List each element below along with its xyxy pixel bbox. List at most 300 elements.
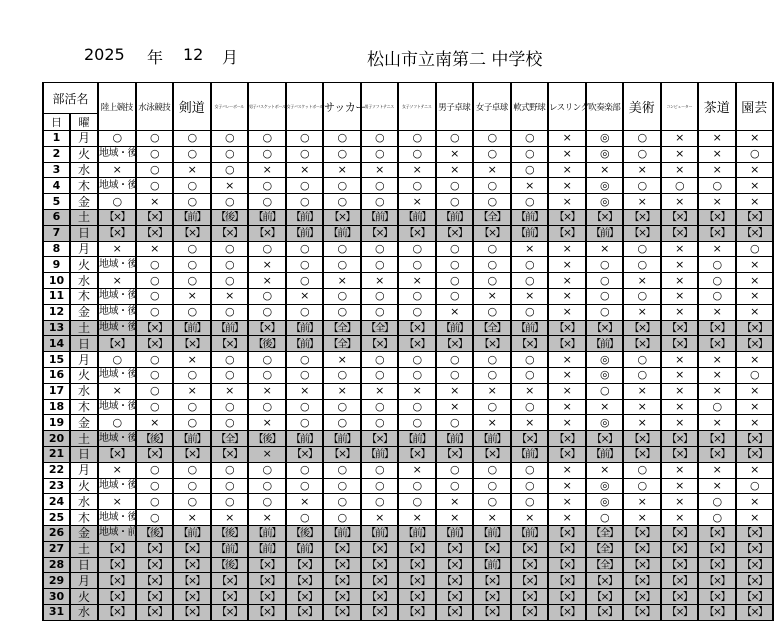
activity-cell: 【前】 [248,541,286,557]
activity-cell: 【×】 [661,525,699,541]
activity-cell: ○ [361,399,399,415]
date-cell: 24 [43,494,70,510]
activity-cell: 【全】 [586,557,624,573]
schedule-row [43,525,773,541]
activity-cell: 【×】 [586,589,624,605]
activity-cell: × [548,367,586,383]
activity-cell: ○ [436,241,474,257]
activity-cell: 【×】 [436,225,474,241]
activity-cell: ○ [98,194,136,210]
day-of-week-cell: 日 [70,557,98,573]
activity-cell: × [436,304,474,320]
activity-cell: 【×】 [98,446,136,462]
activity-cell: ○ [473,462,511,478]
activity-cell: × [661,383,699,399]
activity-cell: ○ [323,178,361,194]
activity-cell: 【×】 [98,225,136,241]
activity-cell: ○ [323,304,361,320]
month: 12 [183,45,204,64]
activity-cell: ○ [361,131,399,147]
activity-cell: ○ [286,241,324,257]
activity-cell: ○ [436,194,474,210]
activity-cell: 【×】 [473,573,511,589]
activity-cell: × [623,399,661,415]
activity-cell: 【×】 [98,336,136,352]
activity-cell: ○ [473,352,511,368]
activity-cell: × [511,241,549,257]
activity-cell: × [548,478,586,494]
activity-cell: ○ [586,273,624,289]
activity-cell: ○ [248,241,286,257]
activity-cell: 【前】 [286,320,324,336]
activity-cell: 【前】 [211,320,249,336]
activity-cell: ○ [586,288,624,304]
activity-cell: ○ [286,367,324,383]
activity-cell: 【×】 [661,557,699,573]
activity-cell: ○ [248,478,286,494]
schedule-row [43,383,773,399]
activity-cell: 【×】 [136,225,174,241]
activity-cell: 【×】 [136,589,174,605]
activity-cell: ○ [323,288,361,304]
activity-cell: ○ [473,494,511,510]
activity-cell: ○ [173,257,211,273]
activity-cell: × [661,462,699,478]
activity-cell: 【×】 [473,604,511,620]
activity-cell: 【×】 [623,541,661,557]
activity-cell: 【×】 [473,225,511,241]
activity-cell: 【前】 [286,431,324,447]
activity-cell: × [511,288,549,304]
schedule-row [43,589,773,605]
activity-cell: 【前】 [173,431,211,447]
activity-cell: 【前】 [586,446,624,462]
activity-cell: × [248,273,286,289]
activity-cell: ○ [323,194,361,210]
day-of-week-cell: 水 [70,604,98,620]
activity-cell: 【×】 [361,604,399,620]
activity-cell: ○ [436,273,474,289]
activity-cell: × [736,304,774,320]
activity-cell: 【前】 [361,525,399,541]
activity-cell: ○ [361,146,399,162]
activity-cell: × [286,383,324,399]
activity-cell: × [736,194,774,210]
activity-cell: 【×】 [548,604,586,620]
date-cell: 6 [43,209,70,225]
activity-cell: ○ [398,178,436,194]
activity-cell: 【×】 [661,431,699,447]
activity-cell: ○ [211,367,249,383]
date-cell: 26 [43,525,70,541]
activity-cell: 【×】 [323,209,361,225]
activity-cell: 【×】 [286,604,324,620]
activity-cell: 【×】 [436,336,474,352]
schedule-row [43,131,773,147]
activity-cell: × [548,194,586,210]
schedule-row [43,146,773,162]
activity-cell: ○ [736,241,774,257]
activity-cell: ○ [211,194,249,210]
date-cell: 14 [43,336,70,352]
activity-cell: 【×】 [323,573,361,589]
activity-cell: 【前】 [286,209,324,225]
activity-cell: ○ [173,273,211,289]
activity-cell: 【×】 [623,557,661,573]
activity-cell: ○ [736,478,774,494]
activity-cell: 【前】 [473,525,511,541]
activity-cell: 【×】 [173,446,211,462]
schedule-row [43,209,773,225]
activity-cell: × [398,383,436,399]
activity-cell: 【×】 [736,573,774,589]
activity-cell: 【×】 [398,446,436,462]
activity-cell: × [361,162,399,178]
activity-cell: 【×】 [623,320,661,336]
activity-cell: ○ [473,178,511,194]
activity-cell: × [661,415,699,431]
date-cell: 17 [43,383,70,399]
activity-cell: 【×】 [436,589,474,605]
activity-cell: 【×】 [511,557,549,573]
activity-cell: 【前】 [286,336,324,352]
activity-cell: × [173,162,211,178]
activity-cell: × [661,478,699,494]
activity-cell: ○ [211,131,249,147]
club-header: 美術 [623,83,661,131]
activity-cell: 【×】 [698,541,736,557]
schedule-row [43,478,773,494]
club-header: レスリング [548,83,586,131]
activity-cell: ○ [248,304,286,320]
activity-cell: 【前】 [473,557,511,573]
activity-cell: ○ [286,194,324,210]
day-of-week-cell: 月 [70,131,98,147]
activity-cell: × [98,162,136,178]
activity-cell: ○ [286,352,324,368]
activity-cell: × [436,146,474,162]
activity-cell: ○ [248,367,286,383]
activity-cell: 【前】 [398,431,436,447]
activity-cell: ○ [136,478,174,494]
activity-cell: ○ [661,178,699,194]
activity-cell: × [173,352,211,368]
activity-cell: 【×】 [698,209,736,225]
activity-cell: ○ [698,257,736,273]
schedule-row [43,352,773,368]
activity-cell: ○ [136,352,174,368]
activity-cell: × [98,273,136,289]
activity-cell: × [361,273,399,289]
activity-cell: ○ [398,494,436,510]
activity-cell: 【前】 [323,431,361,447]
activity-cell: ○ [248,288,286,304]
activity-cell: ○ [436,415,474,431]
activity-cell: 【×】 [623,431,661,447]
date-cell: 19 [43,415,70,431]
activity-cell: 【×】 [736,320,774,336]
activity-cell: ○ [211,399,249,415]
day-of-week-cell: 木 [70,178,98,194]
activity-cell: 【×】 [586,209,624,225]
day-of-week-cell: 水 [70,273,98,289]
activity-cell: × [473,383,511,399]
day-of-week-cell: 月 [70,573,98,589]
schedule-row [43,225,773,241]
activity-cell: 【×】 [136,557,174,573]
schedule-row [43,162,773,178]
date-cell: 9 [43,257,70,273]
activity-cell: × [136,415,174,431]
activity-cell: ○ [511,273,549,289]
date-cell: 16 [43,367,70,383]
activity-cell: × [698,352,736,368]
activity-cell: ○ [248,194,286,210]
activity-cell: × [473,510,511,526]
activity-cell: ◎ [586,494,624,510]
day-of-week-cell: 日 [70,336,98,352]
activity-cell: ○ [511,352,549,368]
activity-cell: × [248,383,286,399]
activity-cell: ○ [323,415,361,431]
date-cell: 31 [43,604,70,620]
activity-cell: ○ [361,257,399,273]
activity-cell: ○ [698,510,736,526]
activity-cell: × [698,383,736,399]
activity-cell: 【×】 [698,320,736,336]
activity-cell: 【×】 [548,320,586,336]
activity-cell: 【×】 [361,431,399,447]
club-header: 園芸 [736,83,774,131]
activity-cell: 【×】 [173,589,211,605]
activity-cell: × [98,494,136,510]
club-header: 陸上競技 [98,83,136,131]
activity-cell: 【前】 [323,525,361,541]
activity-cell: 【×】 [361,541,399,557]
activity-cell: × [661,352,699,368]
schedule-row [43,462,773,478]
club-header: 女子バレーボール [211,83,249,131]
activity-cell: 【×】 [623,573,661,589]
activity-cell: 【後】 [211,209,249,225]
activity-cell: 【前】 [511,320,549,336]
schedule-row [43,431,773,447]
activity-cell: 【×】 [736,446,774,462]
activity-cell: 【×】 [698,431,736,447]
activity-cell: ○ [623,146,661,162]
activity-cell: × [511,383,549,399]
activity-cell: ○ [398,241,436,257]
schedule-row [43,257,773,273]
activity-cell: 【×】 [736,336,774,352]
activity-cell: × [736,383,774,399]
activity-cell: 【全】 [473,209,511,225]
activity-cell: 【×】 [548,573,586,589]
activity-cell: ○ [361,367,399,383]
club-header: サッカー [323,83,361,131]
activity-cell: ○ [136,510,174,526]
activity-cell: 地域・後 [98,478,136,494]
day-of-week-cell: 火 [70,478,98,494]
activity-cell: 【×】 [248,557,286,573]
activity-cell: ○ [398,257,436,273]
activity-cell: 【×】 [698,573,736,589]
schedule-row [43,494,773,510]
activity-cell: 【×】 [136,604,174,620]
activity-cell: 【×】 [323,557,361,573]
activity-cell: ○ [173,131,211,147]
activity-cell: ○ [511,462,549,478]
year: 2025 [84,45,125,64]
activity-cell: ○ [361,478,399,494]
activity-cell: 【×】 [361,557,399,573]
club-schedule-table [42,82,774,621]
date-cell: 1 [43,131,70,147]
activity-cell: 【前】 [473,431,511,447]
activity-cell: 【×】 [398,320,436,336]
activity-cell: 地域・後 [98,146,136,162]
activity-cell: 【×】 [248,589,286,605]
activity-cell: ○ [511,257,549,273]
activity-cell: 地域・後 [98,510,136,526]
activity-cell: 【後】 [136,431,174,447]
activity-cell: × [548,146,586,162]
date-cell: 28 [43,557,70,573]
activity-cell: ○ [698,273,736,289]
activity-cell: ○ [173,178,211,194]
activity-cell: × [548,383,586,399]
activity-cell: 【後】 [248,336,286,352]
activity-cell: ○ [473,241,511,257]
schedule-row [43,367,773,383]
activity-cell: 【×】 [473,541,511,557]
activity-cell: ○ [173,478,211,494]
activity-cell: × [398,510,436,526]
activity-cell: ○ [173,462,211,478]
activity-cell: ○ [473,257,511,273]
activity-cell: 【×】 [398,225,436,241]
activity-cell: 【×】 [436,557,474,573]
activity-cell: ○ [473,146,511,162]
activity-cell: ◎ [586,146,624,162]
activity-cell: ○ [173,415,211,431]
activity-cell: ○ [511,478,549,494]
activity-cell: ○ [473,304,511,320]
activity-cell: ○ [173,304,211,320]
activity-cell: 【×】 [248,604,286,620]
club-header: 男子ソフトテニス [361,83,399,131]
club-header: 吹奏楽部 [586,83,624,131]
activity-cell: × [361,383,399,399]
activity-cell: 【×】 [398,589,436,605]
activity-cell: 【後】 [136,525,174,541]
day-of-week-cell: 水 [70,162,98,178]
activity-cell: 【前】 [398,209,436,225]
activity-cell: ○ [286,304,324,320]
activity-cell: ○ [736,367,774,383]
activity-cell: ○ [286,478,324,494]
activity-cell: × [698,462,736,478]
activity-cell: × [248,257,286,273]
activity-cell: 【×】 [586,604,624,620]
activity-cell: × [548,399,586,415]
activity-cell: ○ [361,415,399,431]
activity-cell: × [586,462,624,478]
activity-cell: × [473,162,511,178]
activity-cell: 【×】 [511,431,549,447]
activity-cell: × [661,510,699,526]
activity-cell: ○ [473,273,511,289]
activity-cell: ◎ [586,178,624,194]
day-of-week-cell: 火 [70,589,98,605]
activity-cell: × [736,462,774,478]
activity-cell: 【×】 [548,541,586,557]
date-cell: 5 [43,194,70,210]
activity-cell: × [623,383,661,399]
day-of-week-cell: 月 [70,241,98,257]
date-cell: 13 [43,320,70,336]
activity-cell: 【×】 [548,209,586,225]
activity-cell: 【×】 [361,336,399,352]
activity-cell: 【×】 [623,336,661,352]
activity-cell: 【×】 [248,225,286,241]
activity-cell: 【×】 [98,604,136,620]
activity-cell: × [211,383,249,399]
activity-cell: ○ [323,131,361,147]
activity-cell: ○ [248,178,286,194]
activity-cell: ◎ [586,131,624,147]
activity-cell: 【×】 [286,557,324,573]
schedule-row [43,336,773,352]
activity-cell: 【×】 [661,225,699,241]
activity-cell: ○ [361,304,399,320]
activity-cell: × [698,415,736,431]
activity-cell: 【前】 [173,209,211,225]
activity-cell: × [736,352,774,368]
schedule-row [43,399,773,415]
activity-cell: 【前】 [398,525,436,541]
activity-cell: × [511,415,549,431]
activity-cell: × [548,352,586,368]
activity-cell: 【前】 [511,525,549,541]
activity-cell: × [248,446,286,462]
activity-cell: ○ [511,146,549,162]
activity-cell: × [548,304,586,320]
activity-cell: × [248,162,286,178]
date-cell: 22 [43,462,70,478]
date-cell: 20 [43,431,70,447]
activity-cell: ○ [436,288,474,304]
activity-cell: 【×】 [286,446,324,462]
activity-cell: ○ [211,352,249,368]
activity-cell: 【×】 [623,209,661,225]
activity-cell: ○ [398,146,436,162]
day-of-week-cell: 土 [70,209,98,225]
activity-cell: ○ [136,383,174,399]
activity-cell: 【×】 [623,604,661,620]
activity-cell: × [436,494,474,510]
activity-cell: ○ [473,131,511,147]
activity-cell: ○ [436,367,474,383]
schedule-row [43,510,773,526]
activity-cell: ○ [361,352,399,368]
activity-cell: 【×】 [661,541,699,557]
day-of-week-cell: 土 [70,320,98,336]
day-of-week-cell: 木 [70,510,98,526]
activity-cell: × [698,146,736,162]
date-cell: 2 [43,146,70,162]
activity-cell: × [586,241,624,257]
